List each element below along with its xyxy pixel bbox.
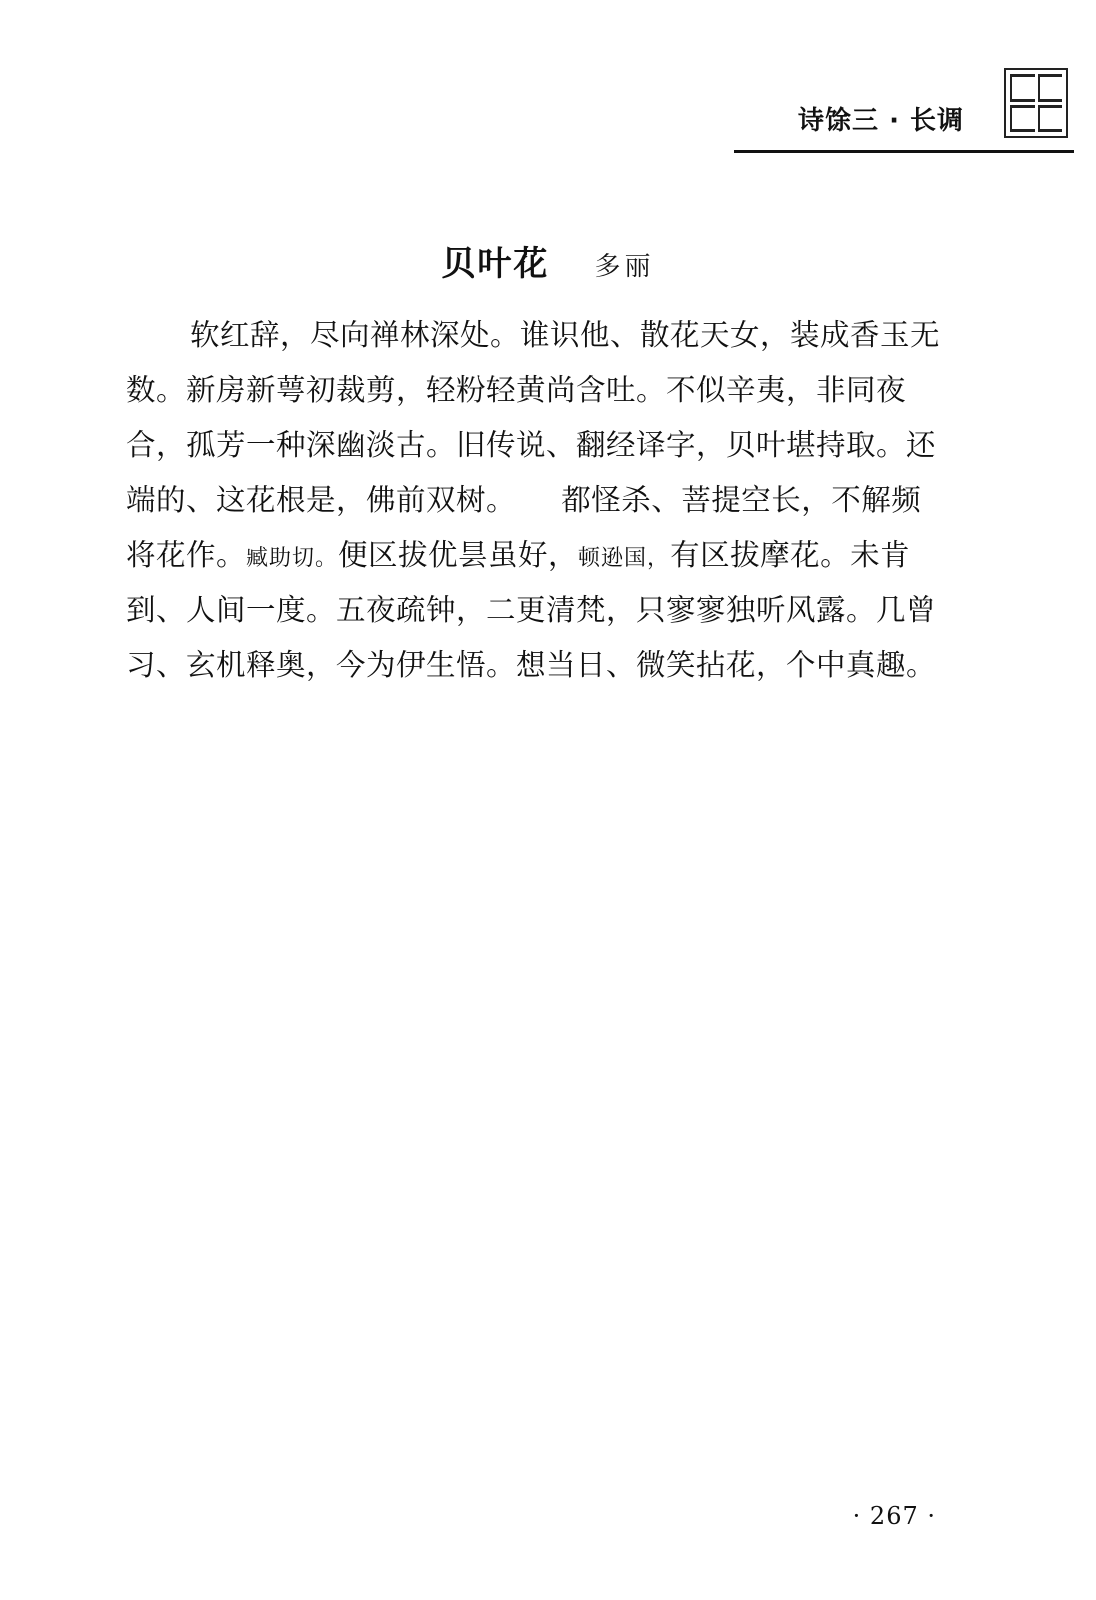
poem-line: 数。新房新萼初裁剪，轻粉轻黄尚含吐。不似辛夷，非同夜 bbox=[126, 373, 907, 407]
poem-line: 软红辞，尽向禅林深处。谁识他、散花天女，装成香玉无 bbox=[190, 318, 941, 352]
poem-tune-name: 多丽 bbox=[594, 252, 655, 282]
poem-line: 端的、这花根是，佛前双树。 都怪杀、菩提空长，不解频 bbox=[126, 483, 922, 517]
page-header bbox=[0, 0, 1096, 170]
header-divider bbox=[734, 150, 1074, 153]
poem-line-segment: 将花作。 bbox=[126, 538, 247, 572]
annotation-note: 顿逊国， bbox=[578, 546, 671, 571]
poem-line-with-notes bbox=[126, 528, 966, 583]
poem-line-segment: 有区拔摩花。未肯 bbox=[670, 538, 911, 572]
poem-title: 贝叶花 bbox=[441, 244, 550, 284]
poem-line: 到、人间一度。五夜疏钟，二更清梵，只寥寥独听风露。几曾 bbox=[126, 593, 937, 627]
seal-glyph-part bbox=[1010, 105, 1035, 133]
seal-glyph-part bbox=[1038, 74, 1063, 102]
seal-glyph-part bbox=[1038, 105, 1063, 133]
running-section-title: 诗馀三 · 长调 bbox=[798, 106, 964, 136]
poem-heading bbox=[0, 236, 1096, 285]
poem-line: 合，孤芳一种深幽淡古。旧传说、翻经译字，贝叶堪持取。还 bbox=[126, 428, 937, 462]
poem-line-segment: 便区拔优昙虽好， bbox=[338, 538, 579, 572]
poem-body bbox=[126, 308, 966, 693]
poem-line: 习、玄机释奥，今为伊生悟。想当日、微笑拈花，个中真趣。 bbox=[126, 648, 937, 682]
seal-glyph-part bbox=[1010, 74, 1035, 102]
annotation-note: 臧助切。 bbox=[246, 546, 339, 571]
page-number: · 267 · bbox=[852, 1502, 936, 1530]
seal-stamp-icon bbox=[1004, 68, 1068, 138]
